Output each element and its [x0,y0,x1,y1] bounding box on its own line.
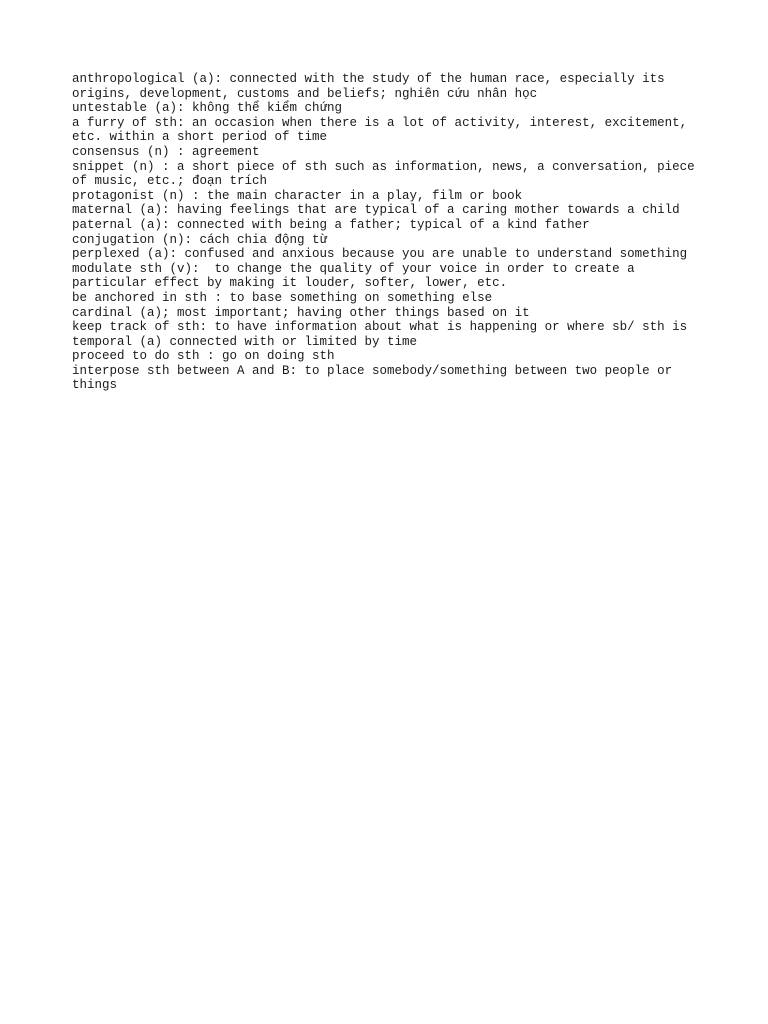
text-line: etc. within a short period of time [72,130,328,145]
text-line: maternal (a): having feelings that are typical of a caring mother towards a child [72,203,680,218]
text-line: conjugation (n): cách chia động từ [72,232,328,247]
text-line: snippet (n) : a short piece of sth such as information, news, a conversation, piece [72,159,695,174]
text-line: origins, development, customs and beliefs; nghiên cứu nhân học [72,86,538,101]
text-line: particular effect by making it louder, softer, lower, etc. [72,276,508,291]
text-line: cardinal (a); most important; having other things based on it [72,305,530,320]
text-line: modulate sth (v): to change the quality of your voice in order to create a [72,261,635,276]
text-line: things [72,378,118,393]
text-line: proceed to do sth : go on doing sth [72,349,335,364]
text-line: anthropological (a): connected with the study of the human race, especially its [72,72,665,86]
text-line: protagonist (n) : the main character in a play, film or book [72,188,523,203]
text-line: be anchored in sth : to base something on something else [72,290,493,305]
text-line: consensus (n) : agreement [72,144,260,159]
text-line: interpose sth between A and B: to place somebody/something between two people or [72,363,673,378]
vocabulary-list [72,72,712,393]
text-line: paternal (a): connected with being a father; typical of a kind father [72,217,590,232]
text-line: temporal (a) connected with or limited by time [72,334,418,349]
text-line: keep track of sth: to have information about what is happening or where sb/ sth is [72,320,688,335]
text-line: of music, etc.; đoạn trích [72,174,268,189]
text-line: perplexed (a): confused and anxious because you are unable to understand something [72,247,688,262]
text-line: untestable (a): không thể kiểm chứng [72,101,343,116]
text-line: a furry of sth: an occasion when there is a lot of activity, interest, excitement, [72,115,688,130]
